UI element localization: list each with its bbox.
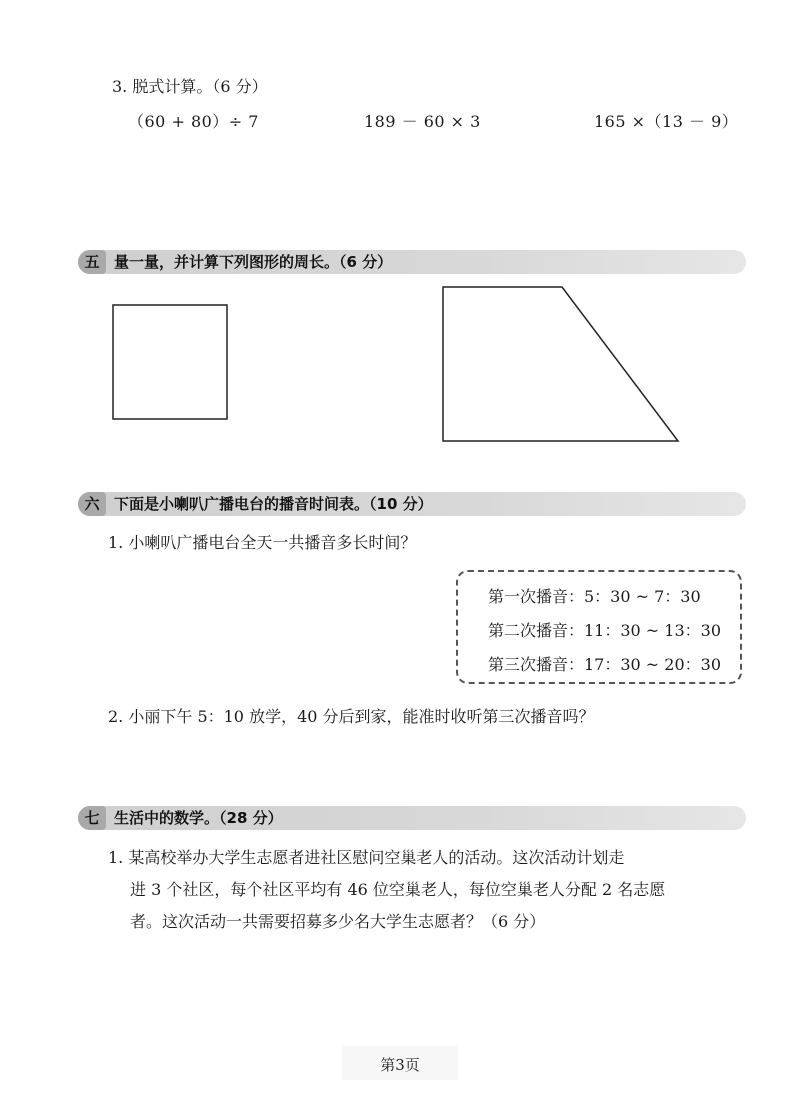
section-5-title: 量一量，并计算下列图形的周长。（6 分）	[114, 253, 393, 271]
schedule-row-2: 第二次播音：11：30 ~ 13：30	[488, 621, 722, 640]
section-6-header	[78, 492, 746, 516]
section-7-title: 生活中的数学。（28 分）	[114, 809, 283, 827]
square-figure	[113, 305, 227, 419]
section-7-header	[78, 806, 746, 830]
question-line: 者。这次活动一共需要招募多少名大学生志愿者？（6 分）	[130, 912, 546, 931]
section-6-title: 下面是小喇叭广播电台的播音时间表。（10 分）	[114, 495, 433, 513]
q3-expression-3: 165 ×（13 － 9）	[594, 112, 739, 131]
section-7-number: 七	[78, 806, 106, 830]
q3-expression-2: 189 － 60 × 3	[364, 112, 481, 131]
schedule-row-1: 第一次播音：5：30 ~ 7：30	[488, 587, 701, 606]
question-line: 进 3 个社区，每个社区平均有 46 位空巢老人，每位空巢老人分配 2 名志愿	[130, 880, 666, 899]
broadcast-schedule-box	[456, 570, 742, 684]
question-line: 1. 某高校举办大学生志愿者进社区慰问空巢老人的活动。这次活动计划走	[108, 848, 625, 867]
q3-heading: 3. 脱式计算。（6 分）	[112, 77, 268, 96]
trapezoid-figure	[443, 287, 678, 441]
section-6-number: 六	[78, 492, 106, 516]
section-5-figures	[0, 270, 800, 460]
q3-expression-1: （60 + 80）÷ 7	[128, 112, 259, 131]
section-6-question-2: 2. 小丽下午 5：10 放学，40 分后到家，能准时收听第三次播音吗？	[108, 707, 595, 726]
page-number: 第3页	[380, 1056, 420, 1074]
section-7-question-1	[108, 842, 758, 938]
schedule-row-3: 第三次播音：17：30 ~ 20：30	[488, 655, 722, 674]
section-6-question-1: 1. 小喇叭广播电台全天一共播音多长时间？	[108, 533, 417, 552]
section-5-number: 五	[78, 250, 106, 274]
